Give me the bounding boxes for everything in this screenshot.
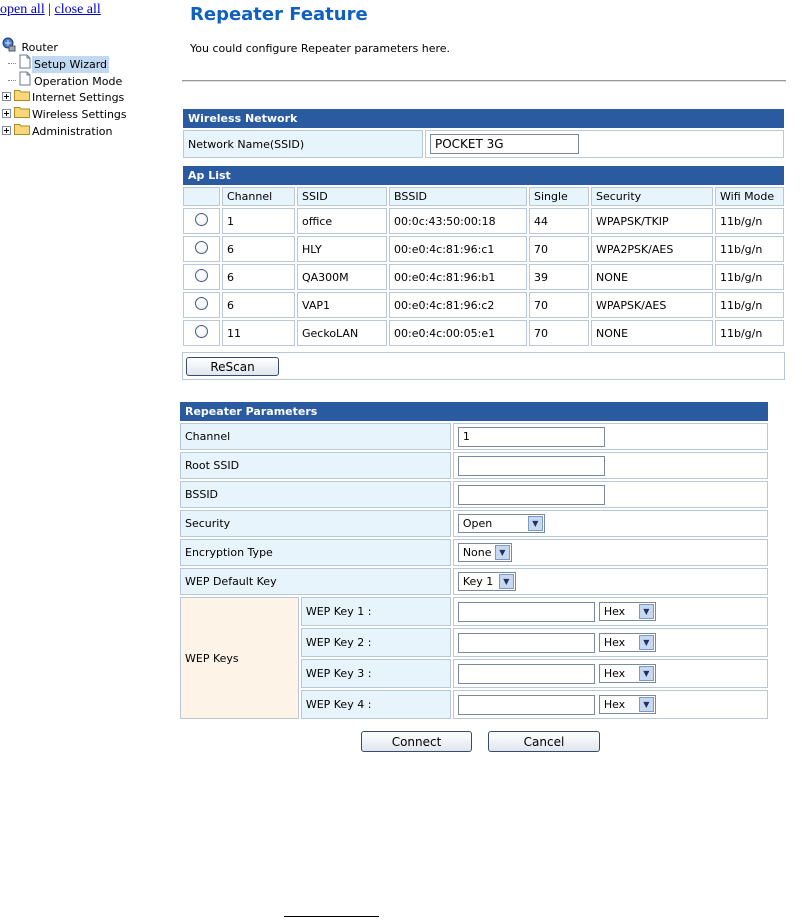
wep-key-input[interactable] [458, 695, 595, 715]
tree-item-label: Wireless Settings [32, 107, 127, 121]
expand-plus-icon[interactable] [2, 89, 11, 106]
ssid-input[interactable] [430, 134, 579, 154]
ap-select-radio[interactable] [195, 241, 208, 254]
wep-key-cell [453, 628, 768, 657]
ap-cell-single: 70 [529, 236, 589, 262]
ap-cell-security: WPAPSK/TKIP [591, 208, 713, 234]
ap-row [183, 236, 784, 262]
wep-default-key-value: Key 1 [462, 575, 494, 588]
ap-cell-ssid: GeckoLAN [297, 320, 387, 346]
ap-select-radio[interactable] [195, 325, 208, 338]
wep-default-key-select[interactable] [458, 572, 516, 591]
ap-cell-ssid: VAP1 [297, 292, 387, 318]
chevron-down-icon: ▼ [639, 697, 654, 712]
ap-cell-channel: 11 [222, 320, 295, 346]
tree-item-label: Setup Wizard [34, 57, 108, 71]
ap-cell-bssid: 00:e0:4c:00:05:e1 [389, 320, 527, 346]
ap-cell-wifi-mode: 11b/g/n [715, 320, 784, 346]
ap-select-radio[interactable] [195, 297, 208, 310]
rescan-row [182, 352, 785, 380]
rescan-button[interactable]: ReScan [186, 357, 279, 376]
chevron-down-icon: ▼ [639, 666, 654, 681]
connect-button[interactable]: Connect [361, 731, 472, 752]
chevron-down-icon: ▼ [528, 516, 543, 531]
ap-cell-security: NONE [591, 320, 713, 346]
tree-item-label: Operation Mode [34, 74, 123, 88]
security-label: Security [180, 510, 451, 537]
tree-toplinks [0, 2, 101, 18]
ap-select-cell [183, 264, 220, 290]
ap-select-cell [183, 208, 220, 234]
ap-list-rows [183, 208, 784, 346]
ap-cell-single: 44 [529, 208, 589, 234]
repeater-header: Repeater Parameters [180, 402, 768, 421]
tree-item-label: Administration [32, 124, 113, 138]
wep-default-key-label: WEP Default Key [180, 568, 451, 595]
wep-key-cell [453, 659, 768, 688]
select-column-header [183, 187, 220, 206]
wep-key-format-value: Hex [603, 605, 626, 618]
wep-key-input[interactable] [458, 602, 595, 622]
chevron-down-icon: ▼ [639, 604, 654, 619]
bottom-rule [284, 916, 379, 917]
wep-key-label: WEP Key 3 : [301, 659, 451, 688]
ap-row [183, 208, 784, 234]
tree-root-router[interactable] [2, 37, 60, 54]
wep-key-input[interactable] [458, 664, 595, 684]
expand-plus-icon[interactable] [2, 106, 11, 123]
wep-key-format-select[interactable] [599, 602, 656, 621]
wep-key-label: WEP Key 4 : [301, 690, 451, 719]
page-subtitle: You could configure Repeater parameters here. [190, 42, 451, 55]
ap-list-column-headers [183, 187, 784, 206]
wep-key-format-select[interactable] [599, 633, 656, 652]
ap-cell-ssid: HLY [297, 236, 387, 262]
wep-key-format-value: Hex [603, 636, 626, 649]
wep-keys-label: WEP Keys [180, 597, 299, 719]
ap-select-radio[interactable] [195, 269, 208, 282]
page-title: Repeater Feature [190, 4, 368, 25]
column-header-single: Single [529, 187, 589, 206]
wep-key-format-value: Hex [603, 698, 626, 711]
root-ssid-label: Root SSID [180, 452, 451, 479]
ap-cell-ssid: QA300M [297, 264, 387, 290]
tree-connector [8, 80, 16, 82]
chevron-down-icon: ▼ [499, 574, 514, 589]
security-select-value: Open [462, 517, 493, 530]
wireless-network-table [181, 107, 786, 160]
ap-select-cell [183, 292, 220, 318]
ap-cell-wifi-mode: 11b/g/n [715, 292, 784, 318]
ap-cell-security: WPAPSK/AES [591, 292, 713, 318]
column-header-ssid: SSID [297, 187, 387, 206]
ap-cell-single: 70 [529, 320, 589, 346]
ap-list-table [181, 164, 786, 348]
ap-cell-wifi-mode: 11b/g/n [715, 264, 784, 290]
ap-cell-channel: 6 [222, 236, 295, 262]
column-header-wifi-mode: Wifi Mode [715, 187, 784, 206]
ap-cell-channel: 1 [222, 208, 295, 234]
wep-key-format-select[interactable] [599, 695, 656, 714]
divider [182, 80, 786, 82]
wep-key-label: WEP Key 1 : [301, 597, 451, 626]
chevron-down-icon: ▼ [495, 545, 510, 560]
ap-cell-bssid: 00:e0:4c:81:96:c2 [389, 292, 527, 318]
column-header-bssid: BSSID [389, 187, 527, 206]
repeater-parameters-table [178, 400, 770, 721]
column-header-channel: Channel [222, 187, 295, 206]
tree-item-administration[interactable] [2, 122, 115, 139]
ap-cell-wifi-mode: 11b/g/n [715, 208, 784, 234]
wep-key-row [180, 597, 768, 626]
ap-cell-single: 70 [529, 292, 589, 318]
ap-row [183, 292, 784, 318]
tree-item-operation-mode[interactable] [8, 71, 124, 88]
ap-cell-security: NONE [591, 264, 713, 290]
wireless-network-header: Wireless Network [183, 109, 784, 128]
link-separator: | [48, 2, 52, 17]
ap-select-cell [183, 236, 220, 262]
ap-cell-bssid: 00:e0:4c:81:96:c1 [389, 236, 527, 262]
encryption-type-label: Encryption Type [180, 539, 451, 566]
bssid-label: BSSID [180, 481, 451, 508]
ap-cell-channel: 6 [222, 264, 295, 290]
folder-icon [14, 122, 30, 140]
encryption-type-value: None [462, 546, 492, 559]
wep-key-cell [453, 597, 768, 626]
ap-cell-channel: 6 [222, 292, 295, 318]
ap-cell-bssid: 00:e0:4c:81:96:b1 [389, 264, 527, 290]
wep-key-cell [453, 690, 768, 719]
column-header-security: Security [591, 187, 713, 206]
wep-key-format-value: Hex [603, 667, 626, 680]
tree-item-wireless-settings[interactable] [2, 105, 129, 122]
wep-key-format-select[interactable] [599, 664, 656, 683]
ap-list-header: Ap List [183, 166, 784, 185]
tree-item-label: Internet Settings [32, 90, 125, 104]
security-select[interactable] [458, 514, 545, 533]
close-all-link[interactable]: close all [54, 2, 101, 17]
chevron-down-icon: ▼ [639, 635, 654, 650]
folder-icon [14, 88, 30, 106]
ap-select-cell [183, 320, 220, 346]
folder-icon [14, 105, 30, 123]
wep-key-label: WEP Key 2 : [301, 628, 451, 657]
ap-cell-ssid: office [297, 208, 387, 234]
ap-row [183, 264, 784, 290]
encryption-type-select[interactable] [458, 543, 512, 562]
channel-label: Channel [180, 423, 451, 450]
tree-item-setup-wizard[interactable] [8, 54, 109, 71]
ap-cell-security: WPA2PSK/AES [591, 236, 713, 262]
open-all-link[interactable]: open all [0, 2, 45, 17]
ap-cell-wifi-mode: 11b/g/n [715, 236, 784, 262]
channel-input[interactable] [458, 427, 605, 447]
wep-keys-rows [180, 597, 768, 719]
cancel-button[interactable]: Cancel [488, 731, 600, 752]
tree-root-label: Router [21, 40, 58, 54]
expand-plus-icon[interactable] [2, 123, 11, 140]
ap-cell-bssid: 00:0c:43:50:00:18 [389, 208, 527, 234]
bssid-input[interactable] [458, 485, 605, 505]
ssid-label: Network Name(SSID) [183, 130, 423, 158]
ap-row [183, 320, 784, 346]
tree-item-internet-settings[interactable] [2, 88, 126, 105]
wep-key-input[interactable] [458, 633, 595, 653]
root-ssid-input[interactable] [458, 456, 605, 476]
ap-select-radio[interactable] [195, 213, 208, 226]
ap-cell-single: 39 [529, 264, 589, 290]
tree-connector [8, 63, 16, 65]
